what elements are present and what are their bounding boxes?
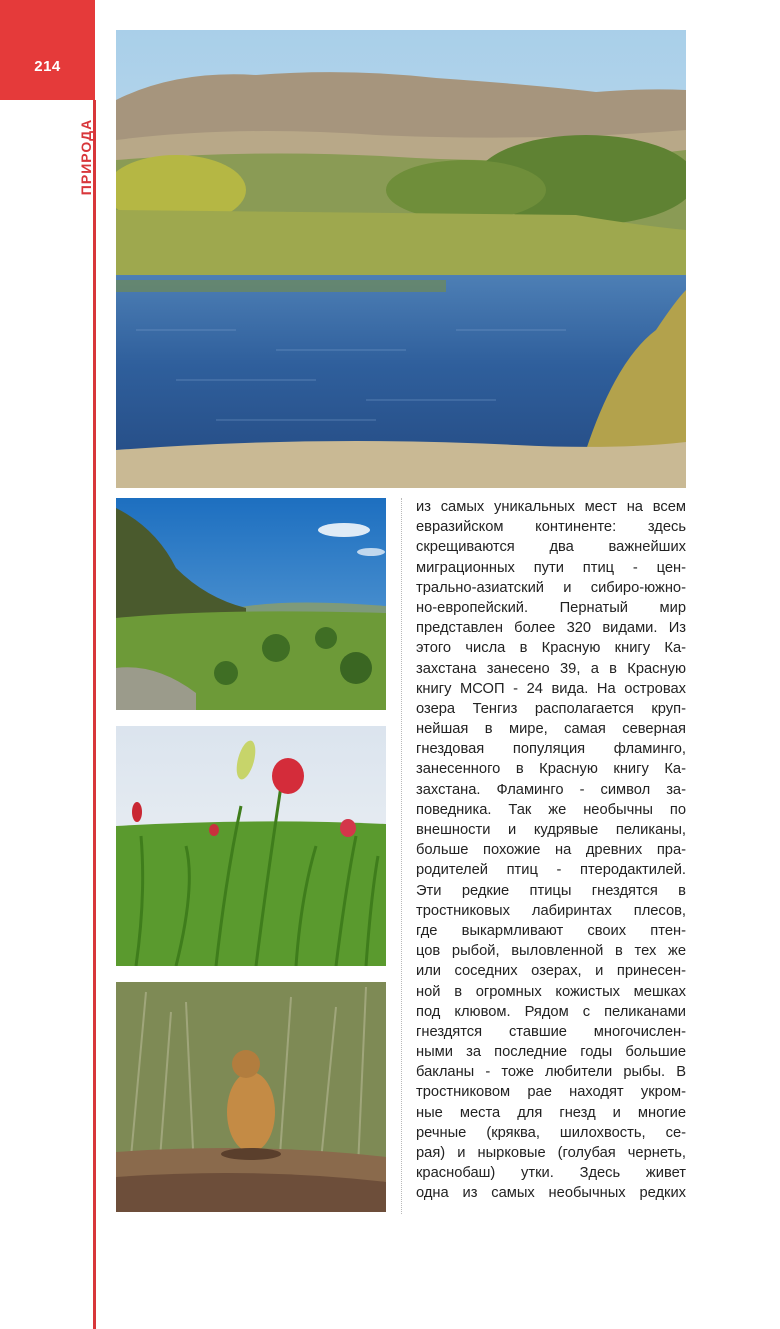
text-line: тростниковых лабиринтах плесов, — [416, 902, 686, 919]
text-line: из самых уникальных мест на всем — [416, 499, 686, 515]
text-line: бакланы - тоже любители рыбы. В — [416, 1064, 686, 1081]
text-line: занесенного в Красную книгу Ка- — [416, 761, 686, 778]
text-line: поведника. Так же необычны по — [416, 801, 686, 818]
text-line: ной в огромных кожистых мешках — [416, 983, 686, 1000]
text-line: захстана занесено 39, а в Красную — [416, 660, 686, 677]
text-line: цов рыбой, выловленной в тех же — [416, 943, 686, 960]
text-line: захстана. Фламинго - символ за- — [416, 781, 686, 798]
text-line: озера Тенгиз располагается круп- — [416, 700, 686, 717]
text-line: краснобаш) утки. Здесь живет — [416, 1165, 686, 1182]
marmot-photo — [116, 982, 386, 1212]
text-line: речные (кряква, шилохвость, се- — [416, 1124, 686, 1141]
text-line: ными за последние годы большие — [416, 1044, 686, 1061]
margin-rule — [93, 100, 96, 1329]
text-line: скрещиваются два важнейших — [416, 539, 686, 556]
text-line: ные места для гнезд и многие — [416, 1104, 686, 1121]
text-line: одна из самых необычных редких — [416, 1185, 686, 1202]
text-line: но-европейский. Пернатый мир — [416, 599, 686, 616]
page-number-box — [0, 0, 95, 100]
text-line: Эти редкие птицы гнездятся в — [416, 882, 686, 899]
text-line: больше похожие на древних пра- — [416, 842, 686, 859]
text-line: нейшая в мире, самая северная — [416, 721, 686, 738]
column-divider — [401, 498, 402, 1214]
text-line: под клювом. Рядом с пеликанами — [416, 1003, 686, 1020]
lake-landscape-photo — [116, 30, 686, 488]
text-line: тростниковом рае находят укром- — [416, 1084, 686, 1101]
text-line: трально-азиатский и сибиро-южно- — [416, 579, 686, 596]
text-line: миграционных пути птиц - цен- — [416, 559, 686, 576]
section-label: ПРИРОДА — [78, 118, 94, 196]
text-line: рая) и нырковые (голубая чернеть, — [416, 1145, 686, 1161]
text-line: книгу МСОП - 24 вида. На островах — [416, 680, 686, 697]
text-line: этого числа в Красную книгу Ка- — [416, 640, 686, 657]
text-line: представлен более 320 видами. Из — [416, 620, 686, 637]
text-line: где выкармливают своих птен- — [416, 922, 686, 939]
text-line: родителей птиц - птеродактилей. — [416, 862, 686, 879]
page-number: 214 — [34, 58, 61, 75]
text-line: гнездовая популяция фламинго, — [416, 741, 686, 758]
text-line: гнездятся ставшие многочислен- — [416, 1023, 686, 1040]
text-line: внешности и кудрявые пеликаны, — [416, 822, 686, 838]
text-line: евразийском континенте: здесь — [416, 519, 686, 536]
article-text — [416, 497, 686, 1204]
red-tulips-photo — [116, 726, 386, 966]
steppe-hills-photo — [116, 498, 386, 710]
text-line: или соседних озерах, и принесен- — [416, 963, 686, 980]
